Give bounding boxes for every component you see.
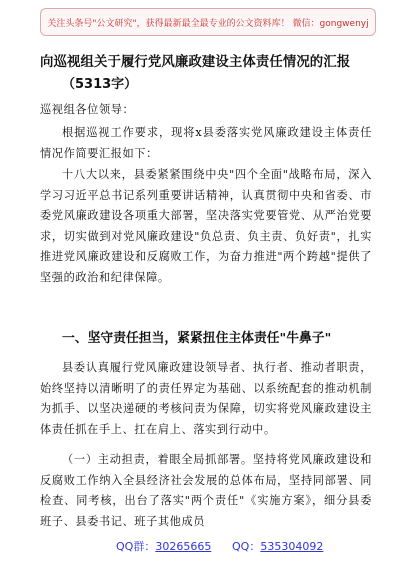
body-paragraph-1: 十八大以来，县委紧紧围绕中央"四个全面"战略布局，深入学习习近平总书记系列重要讲话精神，认真贯彻中央和省委、市委党风廉政建设各项重大部署，坚决落实党要管党、从严治党要求，切实做到对党风廉政建设"负总责、负主责、负好责"，扎实推进党风廉政建设和反腐败工作，为奋力推进"两个跨越"提供了坚强的政治和纪律保障。 [40,168,372,284]
document-title: 向巡视组关于履行党风廉政建设主体责任情况的汇报 [40,55,351,70]
footer-qq [232,538,323,554]
banner-text: 关注头条号"公文研究"，获得最新最全最专业的公文资料库！ 微信：gongwenyj [47,18,369,29]
footer-qq-label: QQ： [232,540,261,553]
footer-qq-group-number: 30265665 [155,540,212,553]
body-paragraph-3: （一）主动担责，着眼全局抓部署。坚持将党风廉政建设和反腐败工作纳入全县经济社会发展的总体布局，坚持同部署、同检查、同考核，出台了落实"两个责任"《实施方案》，细分县委班子、县委书记、班子其他成员 [40,453,372,528]
footer-qq-group [116,538,211,554]
document-word-count: （5313字） [62,77,138,92]
intro-paragraph: 根据巡视工作要求，现将x县委落实党风廉政建设主体责任情况作简要汇报如下： [40,126,372,160]
salutation: 巡视组各位领导： [40,103,135,116]
section-heading-1: 一、坚守责任担当，紧紧扭住主体责任"牛鼻子" [62,331,332,346]
footer-qq-group-label: QQ群： [116,540,156,553]
body-paragraph-2: 县委认真履行党风廉政建设领导者、执行者、推动者职责，始终坚持以清晰明了的责任界定为基础、以系统配套的推动机制为抓手、以坚决递硬的考核问责为保障，切实将党风廉政建设主体责任抓在手上、扛在肩上、落实到行动中。 [40,361,372,436]
top-banner [40,8,376,36]
footer-qq-number: 535304092 [260,540,324,553]
